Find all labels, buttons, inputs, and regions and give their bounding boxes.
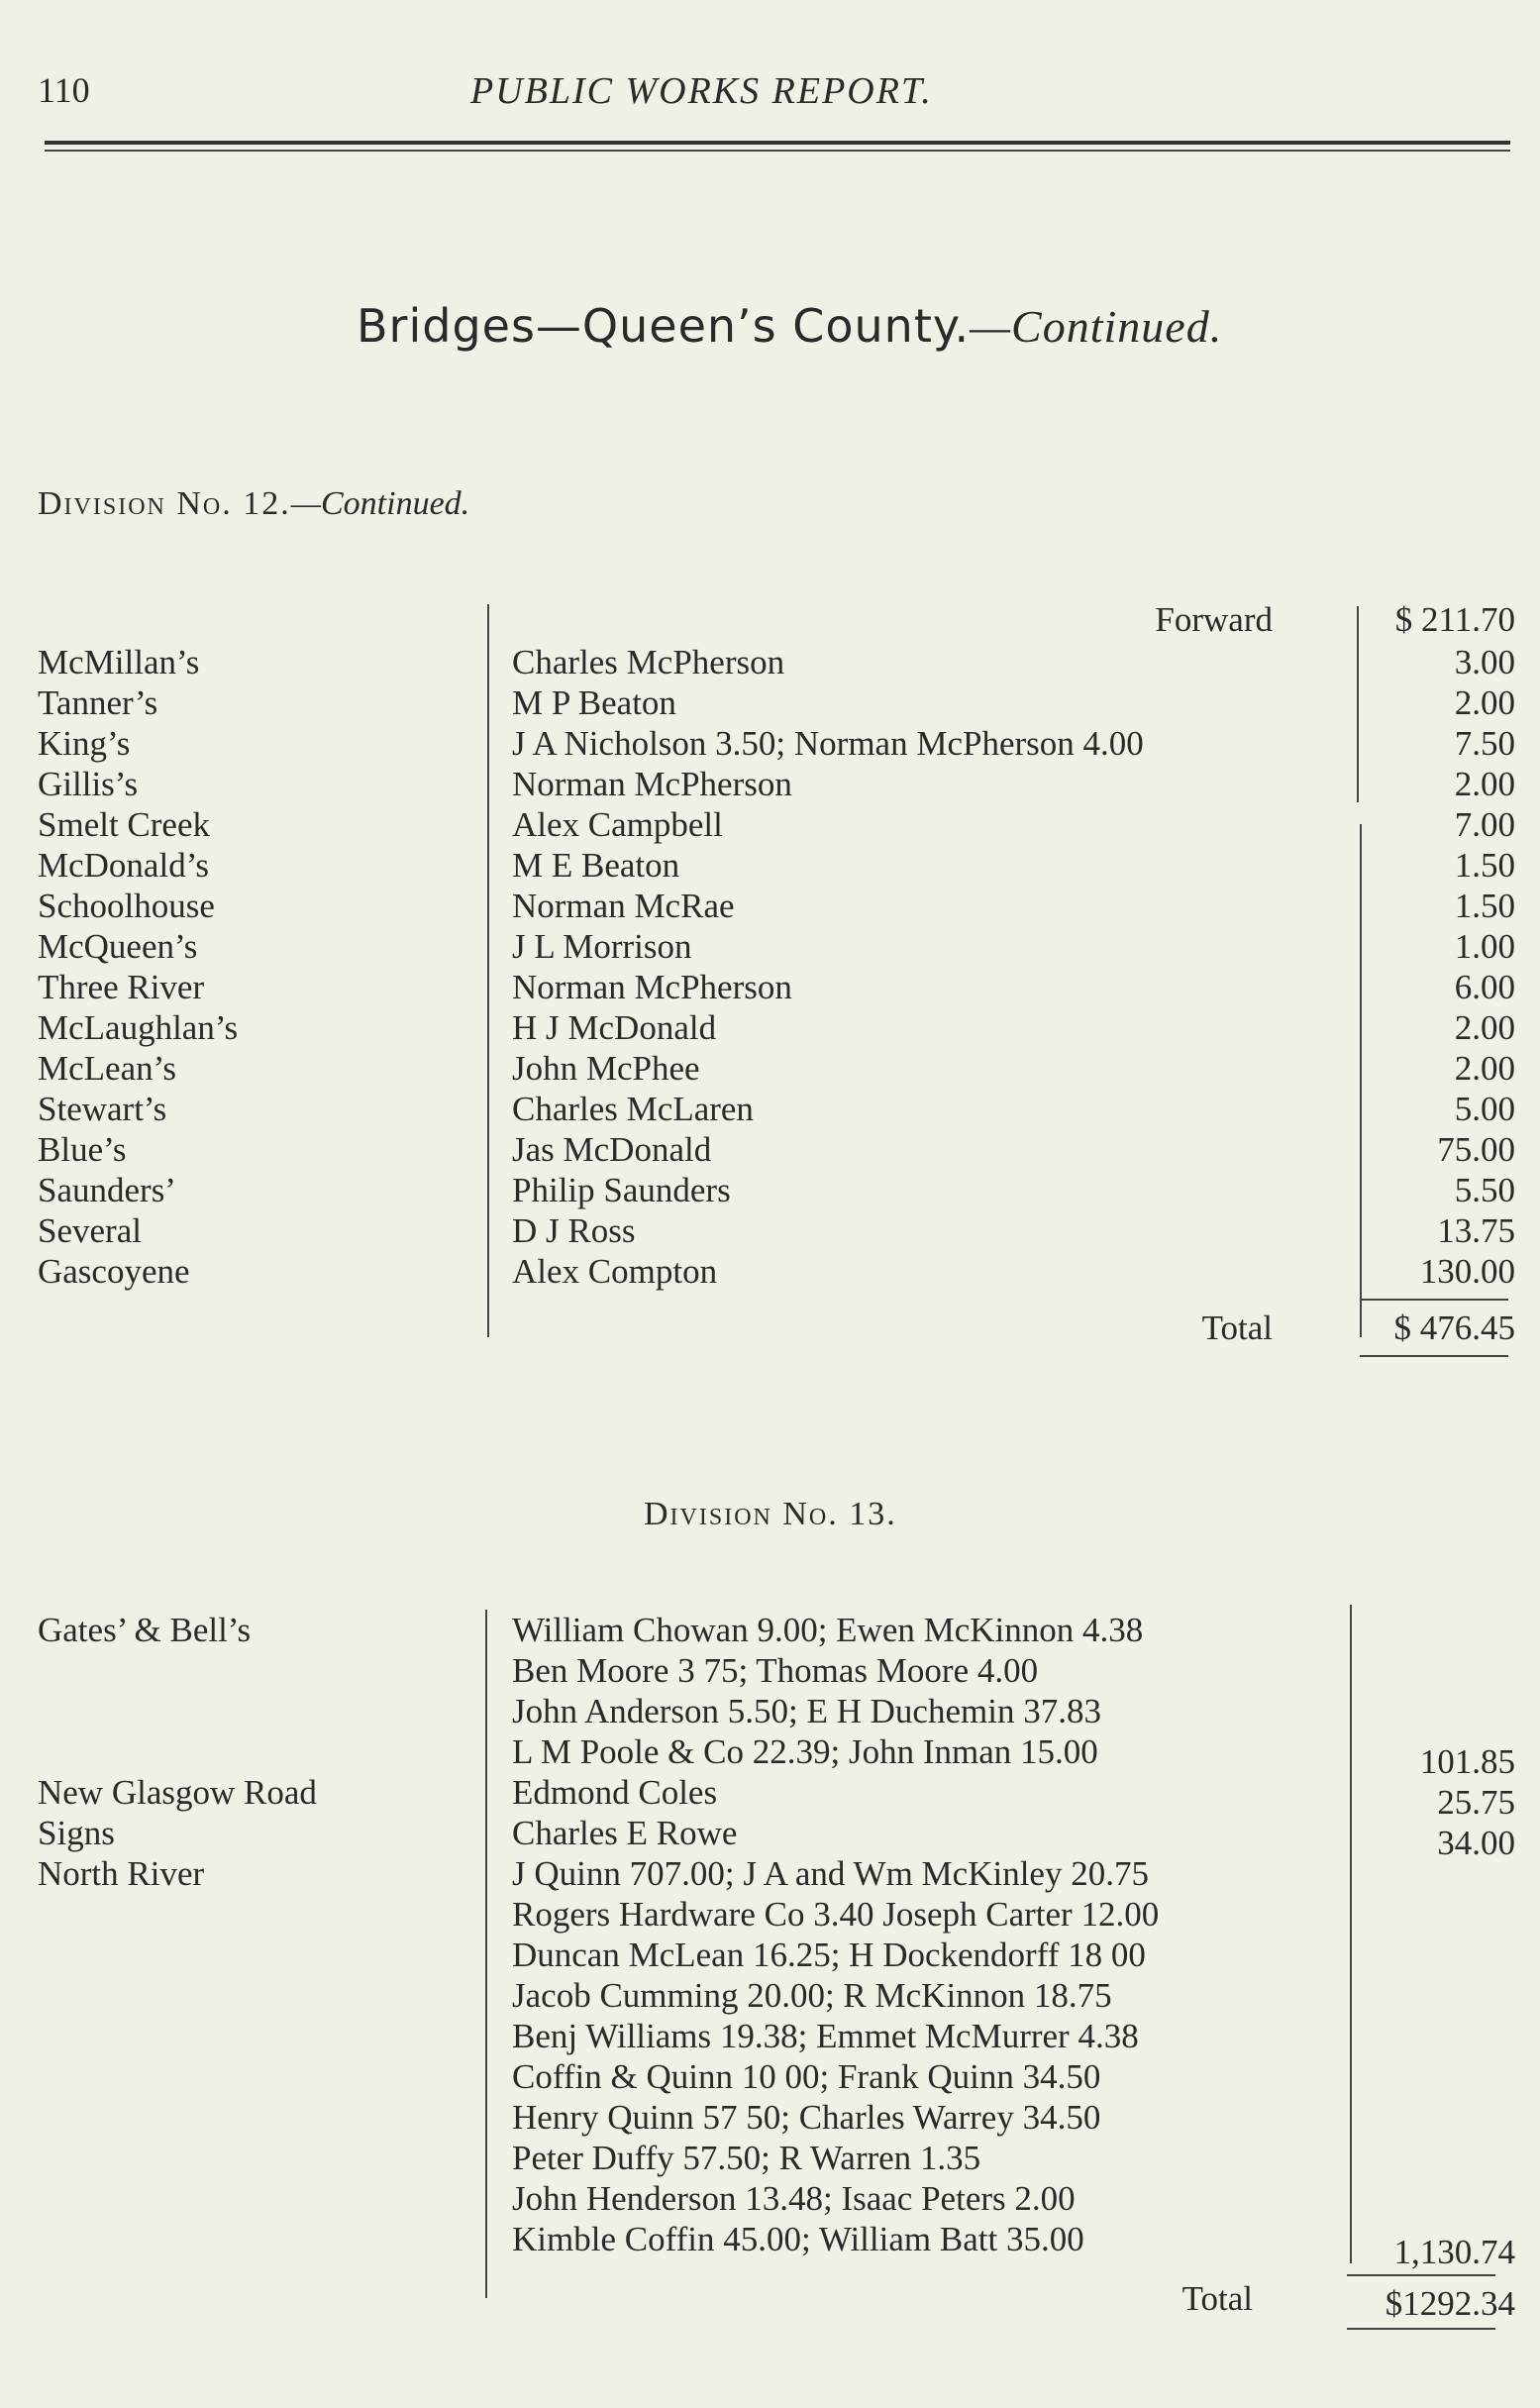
amount-cell: 3.00 bbox=[1454, 643, 1515, 681]
total-amount: $ 476.45 bbox=[1393, 1309, 1515, 1347]
location-cell: Blue’s bbox=[38, 1130, 127, 1169]
location-cell: Three River bbox=[38, 968, 205, 1006]
title-continued: —Continued. bbox=[970, 301, 1223, 352]
header-rule bbox=[45, 141, 1510, 145]
payee-cell: M P Beaton bbox=[512, 683, 676, 722]
subtotal-rule bbox=[1360, 1299, 1508, 1301]
division-12-heading bbox=[38, 485, 469, 523]
location-cell: McLaughlan’s bbox=[38, 1008, 239, 1047]
location-cell: McDonald’s bbox=[38, 846, 210, 885]
amount-cell: 5.00 bbox=[1454, 1090, 1515, 1128]
title-main: Bridges—Queen’s County. bbox=[357, 299, 971, 353]
payee-cell: Charles McLaren bbox=[512, 1090, 754, 1128]
payee-cell: J A Nicholson 3.50; Norman McPherson 4.00 bbox=[512, 724, 1144, 763]
payee-line: Peter Duffy 57.50; R Warren 1.35 bbox=[512, 2139, 981, 2177]
amount-cell: 25.75 bbox=[1437, 1783, 1515, 1822]
amount-cell: 34.00 bbox=[1437, 1824, 1515, 1862]
payee-cell: H J McDonald bbox=[512, 1008, 717, 1047]
payee-line: Rogers Hardware Co 3.40 Joseph Carter 12.00 bbox=[512, 1895, 1160, 1934]
location-cell: Gates’ & Bell’s bbox=[38, 1611, 252, 1649]
total-amount: $1292.34 bbox=[1385, 2284, 1515, 2323]
payee-cell: J L Morrison bbox=[512, 927, 692, 966]
division-12-label: Division No. 12. bbox=[38, 485, 291, 522]
payee-line: John Henderson 13.48; Isaac Peters 2.00 bbox=[512, 2179, 1076, 2218]
payee-line: William Chowan 9.00; Ewen McKinnon 4.38 bbox=[512, 1611, 1144, 1649]
payee-line: Coffin & Quinn 10 00; Frank Quinn 34.50 bbox=[512, 2057, 1101, 2096]
location-cell: Several bbox=[38, 1211, 142, 1250]
payee-cell: D J Ross bbox=[512, 1211, 636, 1250]
payee-line: Charles E Rowe bbox=[512, 1814, 738, 1852]
location-cell: Smelt Creek bbox=[38, 805, 210, 844]
amount-cell: 7.50 bbox=[1454, 724, 1515, 763]
amount-cell: 130.00 bbox=[1419, 1252, 1515, 1291]
location-cell: North River bbox=[38, 1854, 205, 1893]
location-cell: Saunders’ bbox=[38, 1171, 176, 1209]
payee-line: Henry Quinn 57 50; Charles Warrey 34.50 bbox=[512, 2098, 1101, 2137]
location-cell: Gillis’s bbox=[38, 765, 139, 803]
payee-line: Duncan McLean 16.25; H Dockendorff 18 00 bbox=[512, 1936, 1146, 1974]
location-cell: Schoolhouse bbox=[38, 887, 215, 925]
amount-cell: 5.50 bbox=[1454, 1171, 1515, 1209]
payee-line: Jacob Cumming 20.00; R McKinnon 18.75 bbox=[512, 1976, 1112, 2015]
amount-cell: 1.50 bbox=[1454, 887, 1515, 925]
amount-cell: 75.00 bbox=[1437, 1130, 1515, 1169]
amount-cell: 1,130.74 bbox=[1393, 2233, 1515, 2271]
subtotal-rule bbox=[1347, 2274, 1495, 2276]
amount-cell: 2.00 bbox=[1454, 683, 1515, 722]
location-cell: Stewart’s bbox=[38, 1090, 167, 1128]
payee-cell: M E Beaton bbox=[512, 846, 680, 885]
payee-cell: Alex Campbell bbox=[512, 805, 723, 844]
payee-line: L M Poole & Co 22.39; John Inman 15.00 bbox=[512, 1732, 1098, 1771]
total-label: Total bbox=[1201, 1309, 1273, 1347]
total-label: Total bbox=[1181, 2279, 1253, 2318]
division-13-heading: Division No. 13. bbox=[644, 1496, 897, 1532]
column-rule bbox=[487, 604, 489, 1337]
payee-line: John Anderson 5.50; E H Duchemin 37.83 bbox=[512, 1692, 1101, 1730]
location-cell: New Glasgow Road bbox=[38, 1773, 317, 1812]
payee-cell: Norman McPherson bbox=[512, 968, 792, 1006]
amount-cell: 2.00 bbox=[1454, 765, 1515, 803]
location-cell: Signs bbox=[38, 1814, 115, 1852]
total-rule bbox=[1347, 2328, 1495, 2330]
payee-line: J Quinn 707.00; J A and Wm McKinley 20.75 bbox=[512, 1854, 1149, 1893]
amount-cell: 2.00 bbox=[1454, 1008, 1515, 1047]
payee-cell: Jas McDonald bbox=[512, 1130, 712, 1169]
amount-cell: 6.00 bbox=[1454, 968, 1515, 1006]
payee-line: Kimble Coffin 45.00; William Batt 35.00 bbox=[512, 2220, 1084, 2258]
header-rule-thin bbox=[45, 150, 1510, 152]
payee-line: Edmond Coles bbox=[512, 1773, 718, 1812]
page-title bbox=[357, 299, 1222, 353]
amount-cell: 1.00 bbox=[1454, 927, 1515, 966]
location-cell: Tanner’s bbox=[38, 683, 158, 722]
payee-cell: Norman McPherson bbox=[512, 765, 792, 803]
amount-cell: 101.85 bbox=[1419, 1742, 1515, 1781]
location-cell: Gascoyene bbox=[38, 1252, 190, 1291]
payee-cell: Alex Compton bbox=[512, 1252, 718, 1291]
amount-cell: 7.00 bbox=[1454, 805, 1515, 844]
location-cell: King’s bbox=[38, 724, 131, 763]
amount-cell: 2.00 bbox=[1454, 1049, 1515, 1088]
amount-cell: 13.75 bbox=[1437, 1211, 1515, 1250]
payee-cell: Charles McPherson bbox=[512, 643, 785, 681]
forward-amount: $ 211.70 bbox=[1394, 600, 1515, 639]
total-rule bbox=[1360, 1355, 1508, 1357]
amount-rule bbox=[1350, 1605, 1352, 2263]
payee-cell: Philip Saunders bbox=[512, 1171, 731, 1209]
amount-cell: 1.50 bbox=[1454, 846, 1515, 885]
payee-cell: Norman McRae bbox=[512, 887, 735, 925]
division-12-continued: —Continued. bbox=[290, 485, 470, 522]
running-title: PUBLIC WORKS REPORT. bbox=[470, 70, 933, 112]
payee-line: Benj Williams 19.38; Emmet McMurrer 4.38 bbox=[512, 2017, 1139, 2055]
payee-cell: John McPhee bbox=[512, 1049, 700, 1088]
location-cell: McMillan’s bbox=[38, 643, 200, 681]
location-cell: McLean’s bbox=[38, 1049, 176, 1088]
column-rule bbox=[485, 1610, 487, 2298]
payee-line: Ben Moore 3 75; Thomas Moore 4.00 bbox=[512, 1651, 1039, 1690]
location-cell: McQueen’s bbox=[38, 927, 198, 966]
forward-label: Forward bbox=[1155, 600, 1273, 639]
page-number: 110 bbox=[38, 70, 90, 110]
